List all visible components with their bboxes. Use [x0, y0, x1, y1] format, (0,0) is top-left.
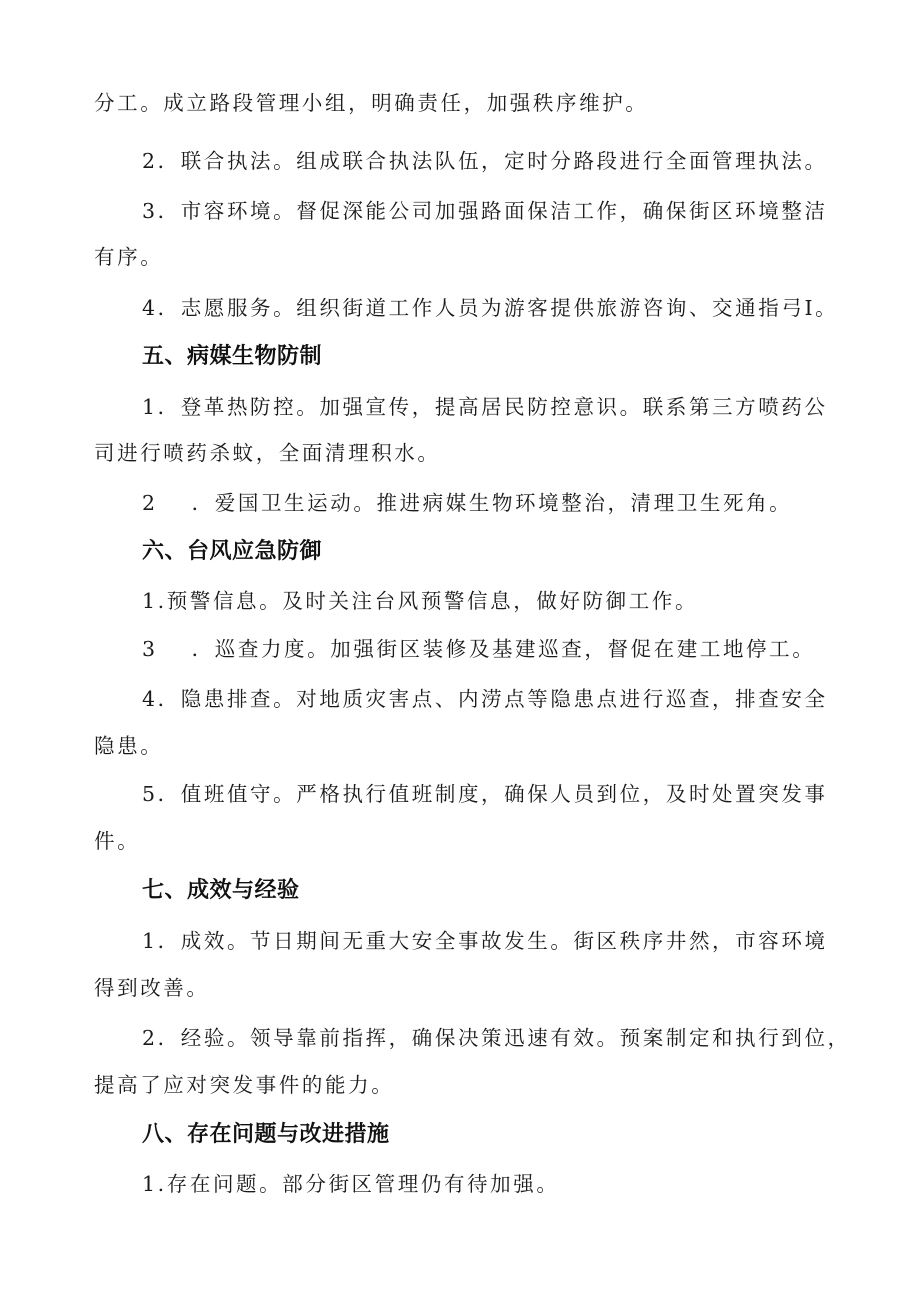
paragraph-line — [0, 486, 920, 516]
paragraph-line: 2．经验。领导靠前指挥，确保决策迅速有效。预案制定和执行到位， — [142, 1026, 851, 1050]
paragraph-line: 有序。 — [94, 245, 164, 269]
paragraph-line: 得到改善。 — [94, 976, 210, 1000]
paragraph-line: 5．值班值守。严格执行值班制度，确保人员到位，及时处置突发事 — [142, 782, 828, 806]
paragraph-line: 4．志愿服务。组织街道工作人员为游客提供旅游咨询、交通指弓I。 — [142, 296, 839, 320]
section-heading: 六、台风应急防御 — [142, 539, 323, 564]
section-heading: 七、成效与经验 — [142, 878, 300, 903]
item-number: 3 — [142, 637, 158, 661]
paragraph-line: 1．登革热防控。加强宣传，提高居民防控意识。联系第三方喷药公 — [142, 395, 828, 419]
item-text: ．爱国卫生运动。推进病媒生物环境整治，清理卫生死角。 — [191, 491, 793, 515]
paragraph-line: 隐患。 — [94, 734, 164, 758]
paragraph-line: 1.预警信息。及时关注台风预警信息，做好防御工作。 — [142, 589, 699, 613]
paragraph-line: 4．隐患排查。对地质灾害点、内涝点等隐患点进行巡查，排查安全 — [142, 687, 828, 711]
paragraph-line: 分工。成立路段管理小组，明确责任，加强秩序维护。 — [94, 91, 649, 115]
paragraph-line: 提高了应对突发事件的能力。 — [94, 1073, 395, 1097]
paragraph-line: 2．联合执法。组成联合执法队伍，定时分路段进行全面管理执法。 — [142, 149, 828, 173]
paragraph-line: 1．成效。节日期间无重大安全事故发生。街区秩序井然，市容环境 — [142, 929, 828, 953]
paragraph-line: 1.存在问题。部分街区管理仍有待加强。 — [142, 1172, 560, 1196]
item-text: ．巡查力度。加强街区装修及基建巡查，督促在建工地停工。 — [191, 637, 816, 661]
paragraph-line — [0, 632, 920, 662]
section-heading: 五、病媒生物防制 — [142, 344, 323, 369]
paragraph-line: 3．市容环境。督促深能公司加强路面保洁工作，确保街区环境整洁 — [142, 199, 828, 223]
item-number: 2 — [142, 491, 158, 515]
paragraph-line: 司进行喷药杀蚊，全面清理积水。 — [94, 441, 441, 465]
paragraph-line: 件。 — [94, 829, 141, 853]
section-heading: 八、存在问题与改进措施 — [142, 1122, 390, 1147]
